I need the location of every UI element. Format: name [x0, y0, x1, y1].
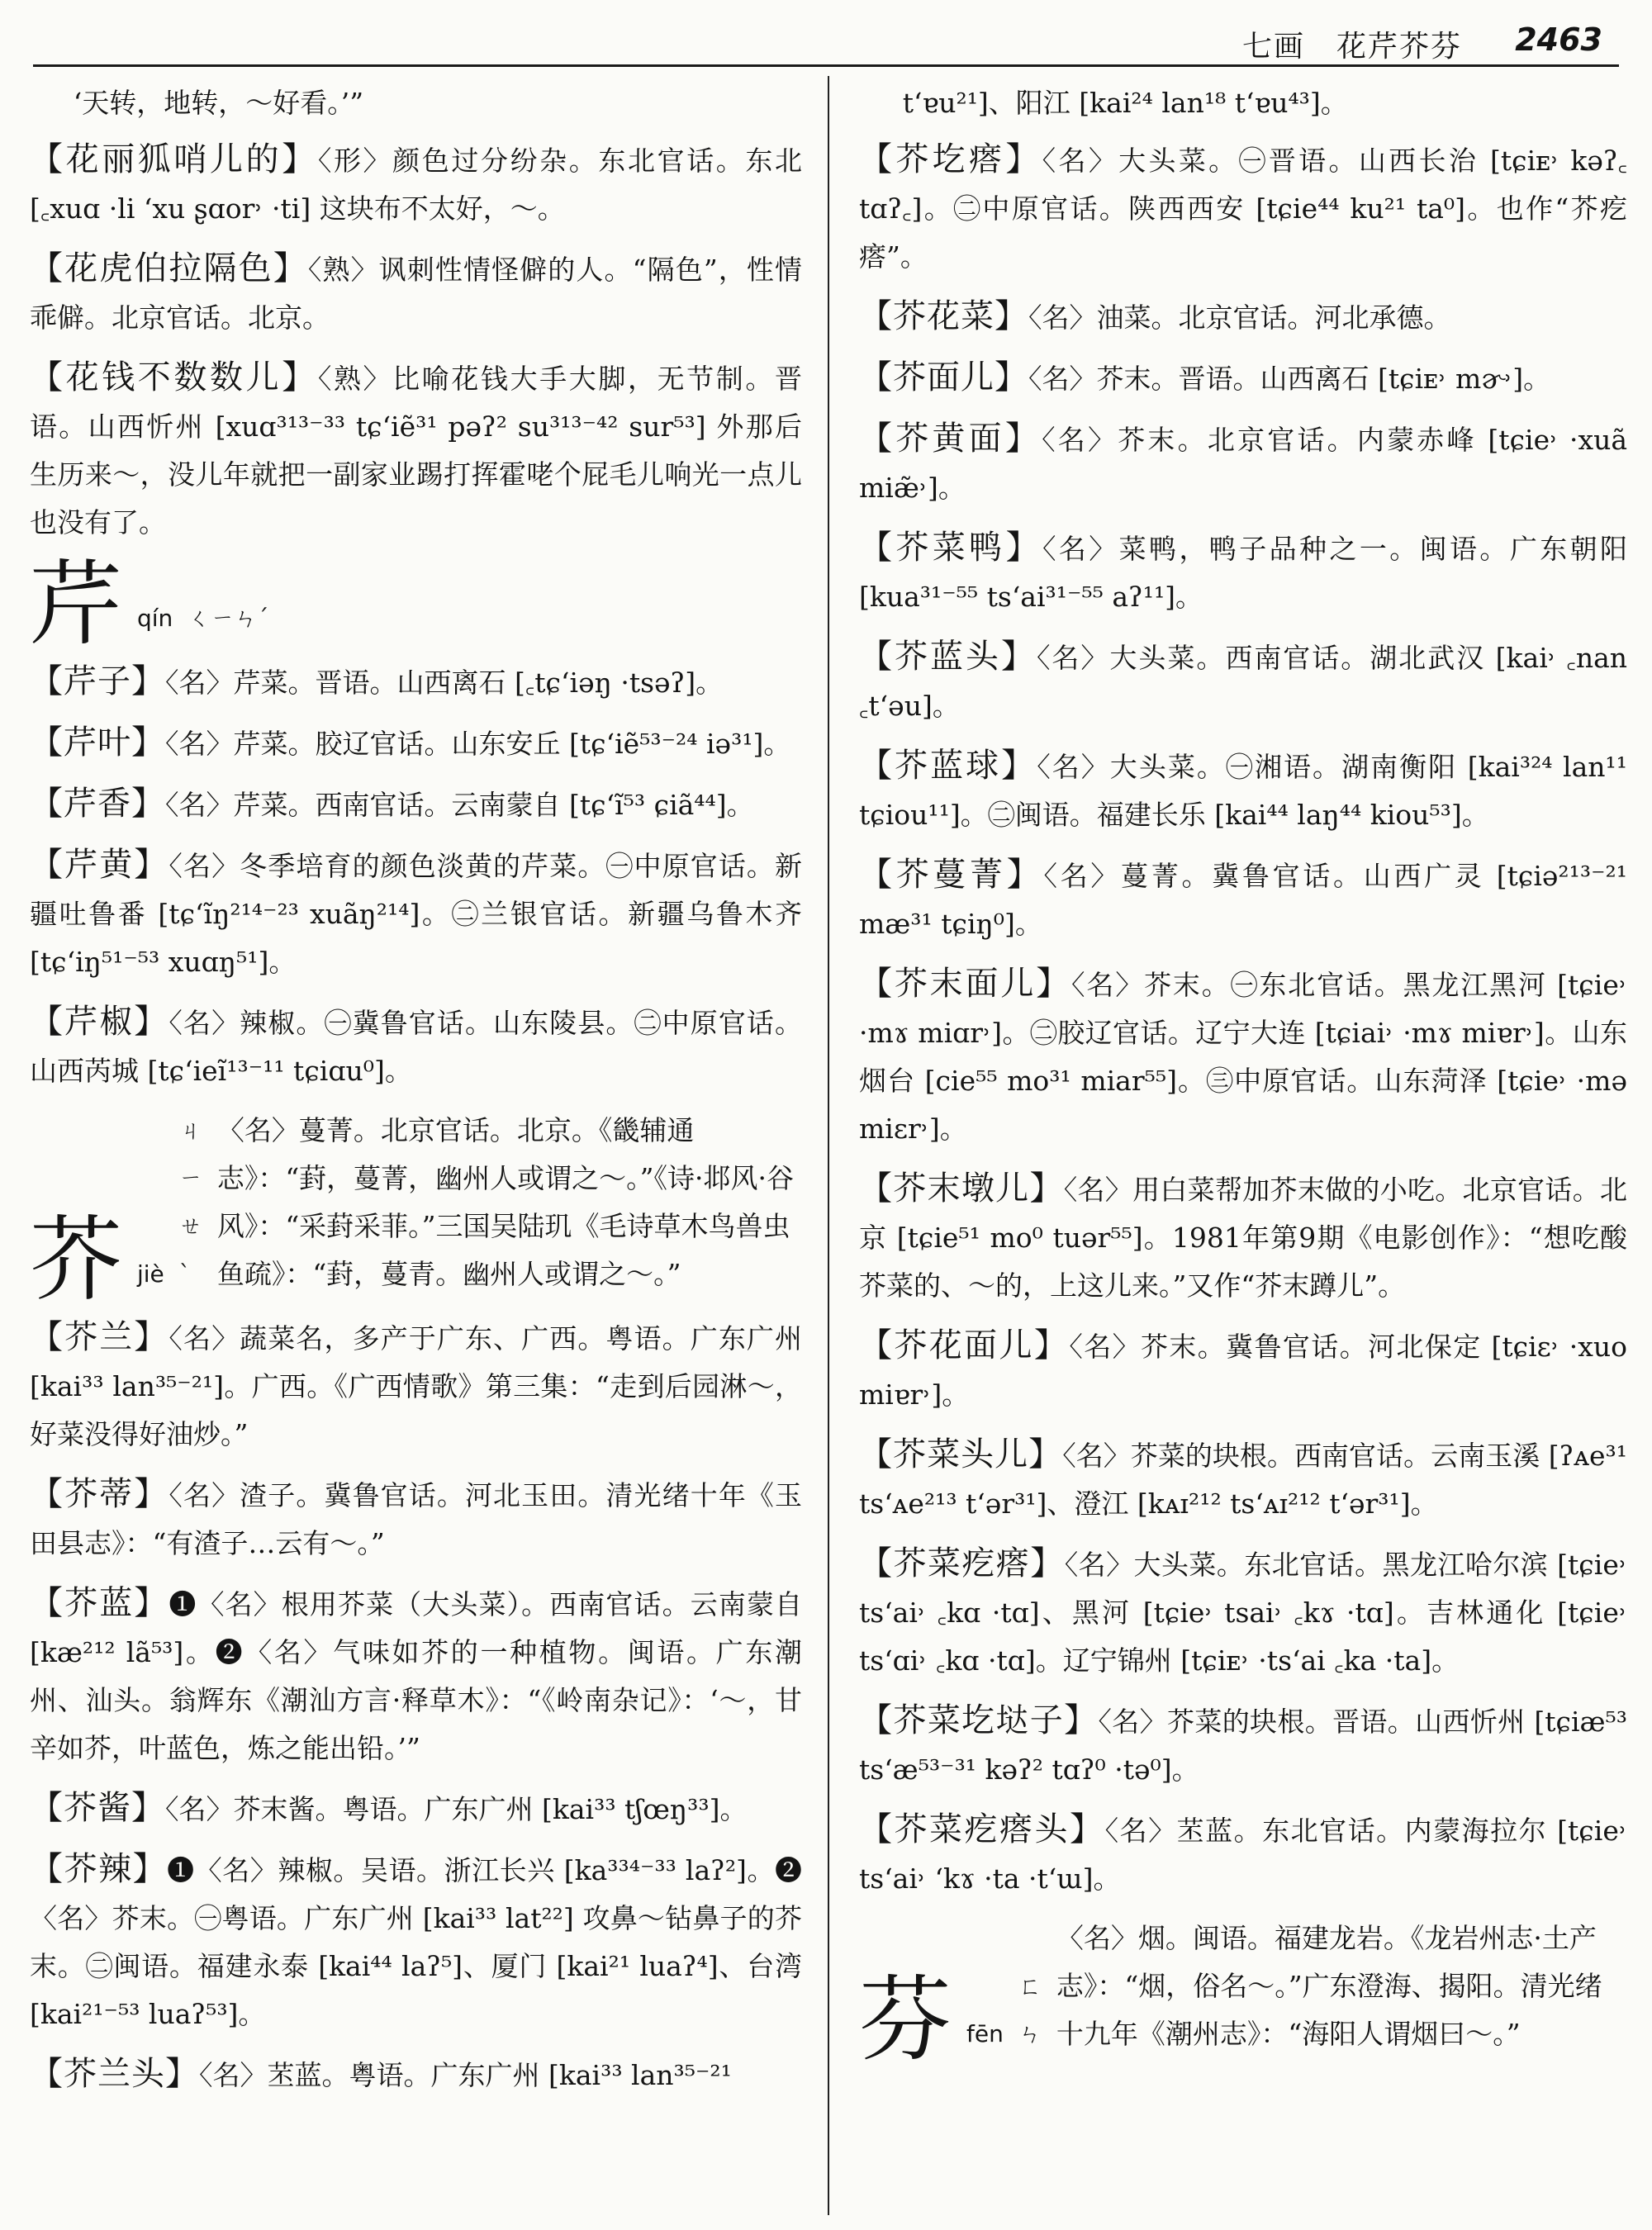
dictionary-entry: [30, 1845, 802, 2038]
entry-body: 〈名〉渣子。冀鲁官话。河北玉田。清光绪十年《玉田县志》：“有渣子…云有～。”: [30, 1479, 802, 1559]
entry-body: 〈名〉大头菜。东北官话。黑龙江哈尔滨 [tɕie˒ tsʻai˒ ꜀kɑ ·tɑ]、黑河 [tɕie˒ tsai˒ ꜀kɤ ·tɑ]。吉林通化 [tɕie˒ tsʻɑi˒ ꜀kɑ ·tɑ]。辽宁锦州 [tɕiᴇ˒ ·tsʻai ꜀ka ·ta]。: [859, 1549, 1627, 1677]
dictionary-entry: [30, 1470, 802, 1568]
entry-body: 〈名〉芥末。㊀东北官话。黑龙江黑河 [tɕie˒ ·mɤ miɑr˒]。㊁胶辽官话。辽宁大连 [tɕiai˒ ·mɤ miɐr˒]。山东烟台 [cie⁵⁵ mo³¹ miar⁵⁵]。㊂中原官话。山东菏泽 [tɕie˒ ·mə miɛr˒]。: [859, 969, 1627, 1145]
head-pinyin: fēn: [966, 2020, 1004, 2047]
dictionary-entry: [30, 780, 802, 829]
entry-headword: 【芥菜鸭】: [859, 529, 1042, 567]
entry-body: 〈名〉大头菜。㊀湘语。湖南衡阳 [kai³²⁴ lan¹¹ tɕiou¹¹]。㊁闽语。福建长乐 [kai⁴⁴ laŋ⁴⁴ kiou⁵³]。: [859, 751, 1627, 831]
entry-headword: 【芥圪瘩】: [859, 140, 1042, 178]
entry-body: 〈名〉芥末。北京官话。内蒙赤峰 [tɕie˒ ·xuã miæ̃˒]。: [859, 424, 1627, 504]
entry-body: 〈名〉芹菜。胶辽官话。山东安丘 [tɕʻiẽ⁵³⁻²⁴ iə³¹]。: [165, 728, 791, 760]
continued-entry: [30, 79, 802, 127]
dictionary-entry: [30, 719, 802, 768]
dictionary-entry: [30, 353, 802, 547]
entry-headword: 【花虎伯拉隔色】: [30, 249, 308, 287]
header-characters: 花芹芥芬: [1336, 30, 1462, 64]
entry-body: 〈名〉蔬菜名，多产于广东、广西。粤语。广东广州 [kai³³ lan³⁵⁻²¹]。广西。《广西情歌》第三集：“走到后园淋～，好菜没得好油炒。”: [30, 1322, 802, 1450]
dictionary-entry: [30, 657, 802, 707]
head-pinyin: jiè: [137, 1260, 164, 1288]
entry-body: 〈熟〉讽刺性情怪僻的人。“隔色”，性情乖僻。北京官话。北京。: [30, 254, 802, 334]
entry-body: 〈名〉芥末酱。粤语。广东广州 [kai³³ tʃœŋ³³]。: [165, 1793, 748, 1825]
dictionary-entry: [30, 998, 802, 1095]
dictionary-entry: [859, 353, 1627, 403]
entry-body: 〈形〉颜色过分纷杂。东北官话。东北 [꜀xuɑ ·li ʻxu ʂɑor˒ ·ti] 这块布不太好，～。: [30, 145, 802, 225]
dictionary-entry: [859, 1321, 1627, 1419]
entry-body: 〈名〉芥菜的块根。西南官话。云南玉溪 [ʔᴀe³¹ tsʻᴀe²¹³ tʻər³¹]、澄江 [kᴀɪ²¹² tsʻᴀɪ²¹² tʻər³¹]。: [859, 1440, 1627, 1520]
entry-headword: 【芥蒂】: [30, 1475, 169, 1513]
dictionary-entry: [30, 1784, 802, 1834]
entry-headword: 【芥末墩儿】: [859, 1170, 1064, 1208]
dictionary-entry: [30, 1579, 802, 1772]
entry-headword: 【芥菜疙瘩头】: [859, 1810, 1105, 1848]
dictionary-entry: [859, 1696, 1627, 1794]
dictionary-entry: [859, 135, 1627, 281]
entry-headword: 【芹椒】: [30, 1003, 169, 1041]
entry-body: ❶〈名〉辣椒。吴语。浙江长兴 [ka³³⁴⁻³³ laʔ²]。❷〈名〉芥末。㊀粤语。广东广州 [kai³³ lat²²] 攻鼻～钻鼻子的芥末。㊁闽语。福建永泰 [kai⁴⁴ laʔ⁵]、厦门 [kai²¹ luaʔ⁴]、台湾 [kai²¹⁻⁵³ luaʔ⁵³]。: [30, 1854, 802, 2030]
entry-headword: 【芹香】: [30, 785, 165, 823]
dictionary-entry: [859, 524, 1627, 621]
page-number: 2463: [1515, 21, 1602, 58]
entry-body: 〈名〉芹菜。晋语。山西离石 [꜀tɕʻiəŋ ·tsəʔ]。: [165, 667, 724, 699]
dictionary-entry: [30, 841, 802, 986]
head-definition: 〈名〉烟。闽语。福建龙岩。《龙岩州志·土产志》：“烟，俗名～。”广东澄海、揭阳。清光绪十九年《潮州志》：“海阳人谓烟曰～。”: [1056, 1922, 1602, 2050]
entry-headword: 【芹叶】: [30, 724, 165, 762]
continued-entry: [859, 79, 1627, 127]
entry-body: 〈名〉芹菜。西南官话。云南蒙自 [tɕʻĩ⁵³ ɕiã⁴⁴]。: [165, 789, 754, 821]
head-zhuyin: ㄈㄣ: [1018, 1972, 1042, 2047]
header-chars: [1242, 23, 1462, 65]
dictionary-entry: [30, 1313, 802, 1459]
entry-body: 〈名〉芥末。晋语。山西离石 [tɕiᴇ˒ mɚ˒]。: [1028, 363, 1551, 395]
dictionary-entry: [859, 742, 1627, 839]
entry-headword: 【芥兰】: [30, 1318, 169, 1356]
entry-body: 〈熟〉比喻花钱大手大脚，无节制。晋语。山西忻州 [xuɑ³¹³⁻³³ tɕʻiẽ³¹ pəʔ² su³¹³⁻⁴² sur⁵³] 外那后生历来～，没儿年就把一副家业踢打挥霍咾个屁毛儿响光一点儿也没有了。: [30, 363, 802, 539]
entry-headword: 【芥菜头儿】: [859, 1435, 1063, 1473]
dictionary-entry: [859, 1165, 1627, 1310]
head-character: 芬: [859, 1967, 952, 2074]
entry-body: 〈名〉用白菜帮加芥末做的小吃。北京官话。北京 [tɕie⁵¹ mo⁰ tuər⁵⁵]。1981年第9期《电影创作》：“想吃酸芥菜的、～的，上这儿来。”又作“芥末蹲儿”。: [859, 1174, 1627, 1302]
entry-headword: 【芹黄】: [30, 846, 169, 884]
entry-body: 〈名〉蔓菁。冀鲁官话。山西广灵 [tɕiə²¹³⁻²¹ mæ³¹ tɕiŋ⁰]。: [859, 860, 1627, 940]
entry-headword: 【芥蓝头】: [859, 638, 1037, 676]
dictionary-entry: [859, 851, 1627, 948]
entry-headword: 【花丽狐哨儿的】: [30, 140, 318, 178]
head-pinyin: qín: [137, 605, 173, 632]
entry-headword: 【芥酱】: [30, 1789, 165, 1827]
header-stroke-section: 七画: [1241, 30, 1305, 64]
entry-headword: 【芥菜疙瘩】: [859, 1544, 1065, 1582]
entry-body: 〈名〉冬季培育的颜色淡黄的芹菜。㊀中原官话。新疆吐鲁番 [tɕʻĩŋ²¹⁴⁻²³ xuãŋ²¹⁴]。㊁兰银官话。新疆乌鲁木齐 [tɕʻiŋ⁵¹⁻⁵³ xuɑŋ⁵¹]。: [30, 850, 802, 978]
entry-body: 〈名〉大头菜。㊀晋语。山西长治 [tɕiᴇ˒ kəʔ꜀ tɑʔ꜀]。㊁中原官话。陕西西安 [tɕie⁴⁴ ku²¹ ta⁰]。也作“芥疙瘩”。: [859, 145, 1627, 273]
right-column: [859, 79, 1627, 2227]
running-header: [33, 0, 1619, 67]
entry-headword: 【芥花菜】: [859, 297, 1028, 335]
head-character-entry: [30, 551, 802, 658]
dictionary-entry: [859, 1805, 1627, 1903]
entry-body: ❶〈名〉根用芥菜（大头菜）。西南官话。云南蒙自 [kæ²¹² lã⁵³]。❷〈名〉气味如芥的一种植物。闽语。广东潮州、汕头。翁辉东《潮汕方言·释草木》：“《岭南杂记》：‘～，甘辛如芥，叶蓝色，炼之能出铅。’”: [30, 1588, 802, 1764]
head-definition: 〈名〉蔓菁。北京官话。北京。《畿辅通志》：“葑，蔓菁，幽州人或谓之～。”《诗·邶风·谷风》：“采葑采菲。”三国吴陆玑《毛诗草木鸟兽虫鱼疏》：“葑，蔓青。幽州人或谓之～。”: [216, 1114, 795, 1290]
entry-body: 〈名〉芥末。冀鲁官话。河北保定 [tɕiɛ˒ ·xuo miɐr˒]。: [859, 1331, 1627, 1411]
dictionary-entry: [30, 135, 802, 233]
entry-body: 〈名〉辣椒。㊀冀鲁官话。山东陵县。㊁中原官话。山西芮城 [tɕʻieĩ¹³⁻¹¹ tɕiɑu⁰]。: [30, 1007, 802, 1087]
entry-body: tʻɐu²¹]、阳江 [kai²⁴ lan¹⁸ tʻɐu⁴³]。: [902, 87, 1348, 119]
entry-body: 〈名〉大头菜。西南官话。湖北武汉 [kai˒ ꜀nan ꜀tʻəu]。: [859, 642, 1627, 722]
entry-body: ‘天转，地转，～好看。’”: [73, 87, 364, 119]
entry-headword: 【芥蓝】: [30, 1584, 169, 1622]
entry-headword: 【芥菜圪垯子】: [859, 1701, 1099, 1739]
entry-headword: 【芥面儿】: [859, 358, 1028, 396]
dictionary-entry: [859, 292, 1627, 342]
left-column: [30, 79, 802, 2227]
dictionary-entry: [859, 415, 1627, 512]
entry-headword: 【芥末面儿】: [859, 965, 1072, 1003]
entry-body: 〈名〉油菜。北京官话。河北承德。: [1028, 301, 1451, 334]
dictionary-entry: [30, 244, 802, 342]
head-character-entry: [30, 1107, 802, 1314]
dictionary-entry: [859, 1431, 1627, 1528]
entry-body: 〈名〉苤蓝。粤语。广东广州 [kai³³ lan³⁵⁻²¹: [199, 2059, 732, 2091]
entry-headword: 【芥黄面】: [859, 420, 1042, 458]
entry-headword: 【芥花面儿】: [859, 1326, 1070, 1364]
head-character-entry: [859, 1914, 1627, 2074]
entry-body: 〈名〉菜鸭，鸭子品种之一。闽语。广东朝阳 [kua³¹⁻⁵⁵ tsʻai³¹⁻⁵⁵ aʔ¹¹]。: [859, 533, 1627, 613]
entry-headword: 【芥兰头】: [30, 2055, 199, 2093]
entry-headword: 【芹子】: [30, 662, 165, 700]
head-zhuyin: ㄑㄧㄣˊ: [188, 605, 269, 632]
head-character: 芥: [30, 1207, 122, 1314]
entry-headword: 【花钱不数数儿】: [30, 358, 318, 396]
head-zhuyin: ㄐㄧㄝˋ: [178, 1117, 202, 1288]
entry-headword: 【芥蓝球】: [859, 747, 1037, 785]
entry-headword: 【芥辣】: [30, 1850, 168, 1888]
dictionary-entry: [30, 2050, 802, 2100]
dictionary-entry: [859, 1540, 1627, 1685]
entry-headword: 【芥蔓菁】: [859, 856, 1044, 894]
entry-body: 〈名〉芥菜的块根。晋语。山西忻州 [tɕiæ⁵³ tsʻæ⁵³⁻³¹ kəʔ² tɑʔ⁰ ·tə⁰]。: [859, 1706, 1627, 1786]
dictionary-entry: [859, 633, 1627, 730]
head-character: 芹: [30, 551, 122, 658]
column-divider: [828, 76, 829, 2215]
entry-body: 〈名〉苤蓝。东北官话。内蒙海拉尔 [tɕie˒ tsʻai˒ ʻkɤ ·ta ·tʻɯ]。: [859, 1815, 1627, 1895]
dictionary-entry: [859, 960, 1627, 1153]
